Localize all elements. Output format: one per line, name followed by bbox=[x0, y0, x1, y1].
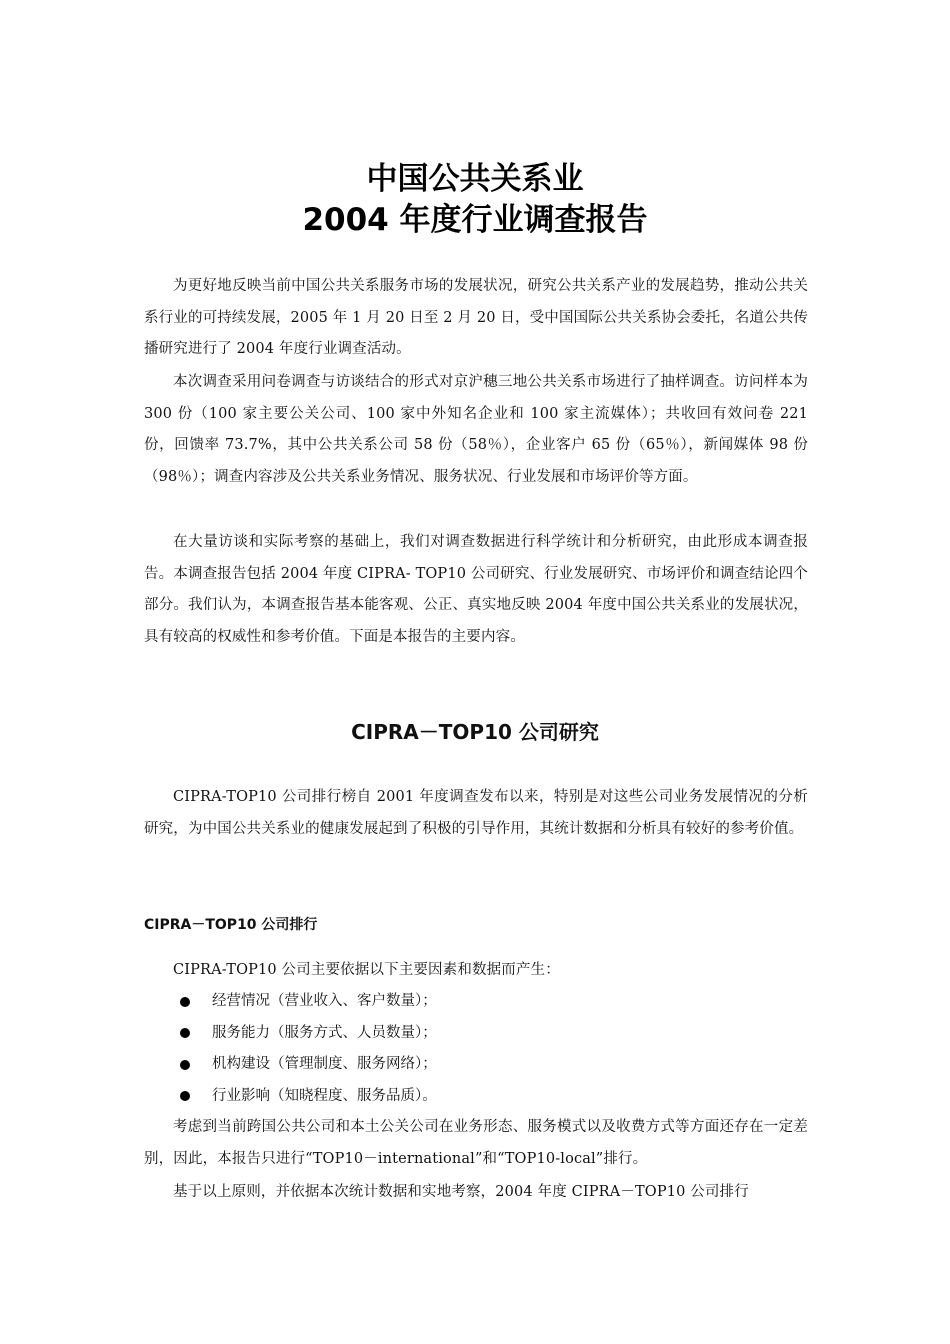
list-item bbox=[144, 1049, 808, 1081]
factor-text: 行业影响（知晓程度、服务品质）。 bbox=[212, 1087, 437, 1104]
intro-paragraph-3: 在大量访谈和实际考察的基础上，我们对调查数据进行科学统计和分析研究，由此形成本调查报告。本调查报告包括 2004 年度 CIPRA- TOP10 公司研究、行业发展研究、市场评价和调查结论四个部分。我们认为，本调查报告基本能客观、公正、真实地反映 2004 年度中国公共关系业的发展状况，具有较高的权威性和参考价值。下面是本报告的主要内容。 bbox=[144, 534, 808, 645]
factors-intro: CIPRA-TOP10 公司主要依据以下主要因素和数据而产生： bbox=[173, 962, 560, 978]
subsection-title: CIPRA－TOP10 公司排行 bbox=[144, 917, 318, 933]
closing-paragraph-1: 考虑到当前跨国公共公司和本土公关公司在业务形态、服务模式以及收费方式等方面还存在一定差别，因此，本报告只进行“TOP10－international”和“TOP10-local”排行。 bbox=[144, 1119, 808, 1167]
bullet-icon bbox=[180, 997, 190, 1007]
list-item bbox=[144, 1018, 808, 1050]
bullet-icon bbox=[180, 1060, 190, 1070]
closing-paragraph-2: 基于以上原则，并依据本次统计数据和实地考察，2004 年度 CIPRA－TOP10 公司排行 bbox=[173, 1184, 749, 1200]
intro-paragraph-1: 为更好地反映当前中国公共关系服务市场的发展状况，研究公共关系产业的发展趋势，推动公共关系行业的可持续发展，2005 年 1 月 20 日至 2 月 20 日，受中国国际公共关系协会委托，名道公共传播研究进行了 2004 年度行业调查活动。 bbox=[144, 278, 808, 357]
report-title-line1: 中国公共关系业 bbox=[366, 161, 584, 197]
intro-paragraph-2: 本次调查采用问卷调查与访谈结合的形式对京沪穗三地公共关系市场进行了抽样调查。访问样本为 300 份（100 家主要公关公司、100 家中外知名企业和 100 家主流媒体）；共收回有效问卷 221 份，回馈率 73.7%，其中公共关系公司 58 份（58％），企业客户 65 份（65％），新闻媒体 98 份（98％）；调查内容涉及公共关系业务情况、服务状况、行业发展和市场评价等方面。 bbox=[144, 374, 808, 485]
section-title: CIPRA－TOP10 公司研究 bbox=[351, 720, 599, 744]
factors-list bbox=[144, 986, 808, 1112]
bullet-icon bbox=[180, 1091, 190, 1101]
list-item bbox=[144, 1081, 808, 1113]
factor-text: 机构建设（管理制度、服务网络）； bbox=[212, 1056, 437, 1072]
bullet-icon bbox=[180, 1028, 190, 1038]
list-item bbox=[144, 986, 808, 1018]
factor-text: 经营情况（营业收入、客户数量）； bbox=[212, 993, 437, 1009]
report-title-line2: 2004 年度行业调查报告 bbox=[302, 202, 648, 238]
section-paragraph: CIPRA-TOP10 公司排行榜自 2001 年度调查发布以来，特别是对这些公司业务发展情况的分析研究，为中国公共关系业的健康发展起到了积极的引导作用，其统计数据和分析具有较好的参考价值。 bbox=[144, 789, 808, 837]
factor-text: 服务能力（服务方式、人员数量）； bbox=[212, 1024, 437, 1041]
